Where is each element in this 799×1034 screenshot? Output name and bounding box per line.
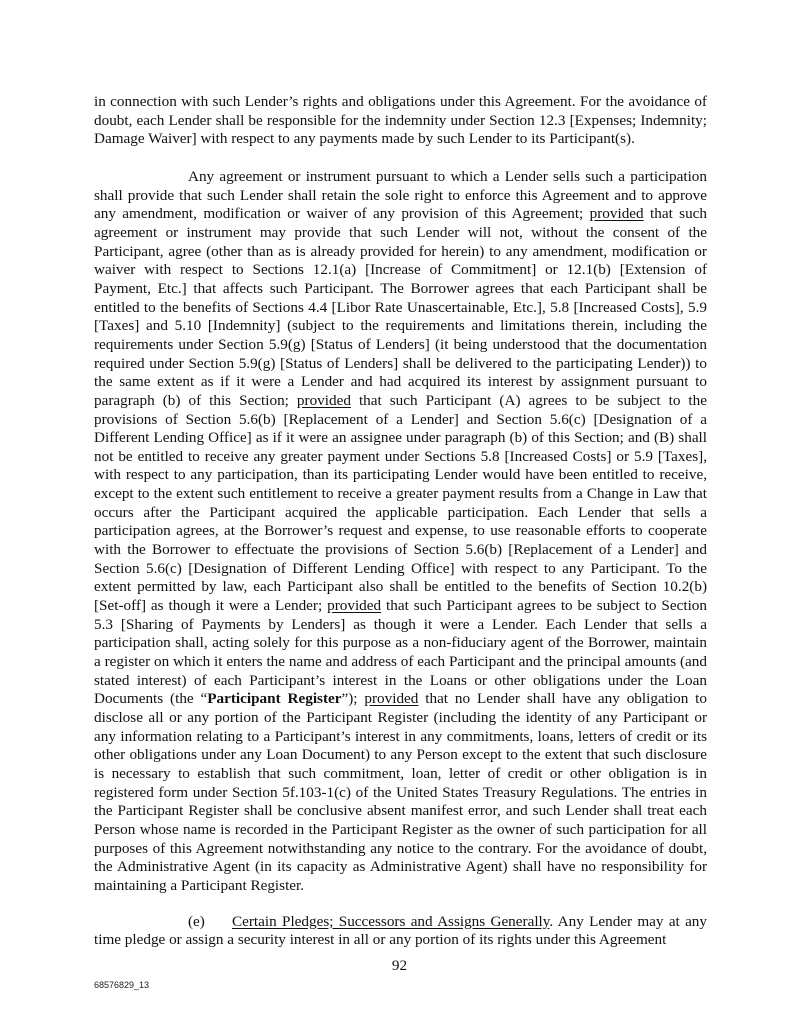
clause-text: . Any Lender may at any time pledge or assign a security interest in all or any portion of its rights under this Agreement bbox=[94, 912, 707, 949]
text-run: that such Participant agrees to be subject to Section 5.3 [Sharing of Payments by Lenders] as though it were a Lender. Each Lender that sells a participation shall, acting solely for this purpose as a non-fiduciary agent of the Borrower, maintain a register on which it enters the name and address of each Participant and the principal amounts (and stated interest) of each Participant’s interest in the Loans or other obligations under the Loan Documents (the “ bbox=[94, 597, 707, 708]
document-id: 68576829_13 bbox=[94, 980, 150, 990]
paragraph-participation-agreement bbox=[94, 168, 707, 896]
provided-term: provided bbox=[296, 391, 351, 409]
provided-term: provided bbox=[327, 597, 382, 615]
clause-heading: Certain Pledges; Successors and Assigns Generally bbox=[232, 912, 550, 930]
text-run: ”); bbox=[341, 690, 365, 708]
paragraph-text: in connection with such Lender’s rights and obligations under this Agreement. For the avoidance of doubt, each Lender shall be responsible for the indemnity under Section 12.3 [Expenses; Indemnity; Damage Waiver] with respect to any payments made by such Lender to its Participant(s). bbox=[94, 93, 707, 148]
paragraph-certain-pledges bbox=[94, 913, 707, 950]
text-run: that such agreement or instrument may provide that such Lender will not, without the consent of the Participant, agree (other than as is already provided for herein) to any amendment, modification or waiver with respect to Sections 12.1(a) [Increase of Commitment] or 12.1(b) [Extension of Payment, Etc.] that affects such Participant. The Borrower agrees that each Participant shall be entitled to the benefits of Sections 4.4 [Libor Rate Unascertainable, Etc.], 5.8 [Increased Costs], 5.9 [Taxes] and 5.10 [Indemnity] (subject to the requirements and limitations therein, including the requirements under Section 5.9(g) [Status of Lenders] (it being understood that the documentation required under Section 5.9(g) [Status of Lenders] shall be delivered to the participating Lender)) to the same extent as if it were a Lender and had acquired its interest by assignment pursuant to paragraph (b) of this Section; bbox=[94, 205, 707, 409]
text-run: that such Participant (A) agrees to be subject to the provisions of Section 5.6(b) [Replacement of a Lender] and Section 5.6(c) [Designation of a Different Lending Office] as if it were an assignee under paragraph (b) of this Section; and (B) shall not be entitled to receive any greater payment under Sections 5.8 [Increased Costs] or 5.9 [Taxes], with respect to any participation, than its participating Lender would have been entitled to receive, except to the extent such entitlement to receive a greater payment results from a Change in Law that occurs after the Participant acquired the applicable participation. Each Lender that sells a participation agrees, at the Borrower’s request and expense, to use reasonable efforts to cooperate with the Borrower to effectuate the provisions of Section 5.6(b) [Replacement of a Lender] and Section 5.6(c) [Designation of Different Lending Office] with respect to any Participant. To the extent permitted by law, each Participant also shall be entitled to the benefits of Section 10.2(b) [Set-off] as though it were a Lender; bbox=[94, 391, 707, 615]
document-body bbox=[94, 93, 707, 950]
page-number: 92 bbox=[391, 957, 408, 974]
clause-label: (e) bbox=[188, 912, 205, 930]
paragraph-continuation bbox=[94, 93, 707, 149]
provided-term: provided bbox=[589, 205, 644, 223]
text-run: Any agreement or instrument pursuant to which a Lender sells such a participation shall provide that such Lender shall retain the sole right to enforce this Agreement and to approve any amendment, modification or waiver of any provision of this Agreement; bbox=[94, 167, 707, 223]
defined-term-participant-register: Participant Register bbox=[207, 690, 342, 708]
provided-term: provided bbox=[364, 690, 419, 708]
text-run: that no Lender shall have any obligation to disclose all or any portion of the Participant Register (including the identity of any Participant or any information relating to a Participant’s interest in any commitments, loans, letters of credit or its other obligations under any Loan Document) to any Person except to the extent that such disclosure is necessary to establish that such commitment, loan, letter of credit or other obligation is in registered form under Section 5f.103-1(c) of the United States Treasury Regulations. The entries in the Participant Register shall be conclusive absent manifest error, and such Lender shall treat each Person whose name is recorded in the Participant Register as the owner of such participation for all purposes of this Agreement notwithstanding any notice to the contrary. For the avoidance of doubt, the Administrative Agent (in its capacity as Administrative Agent) shall have no responsibility for maintaining a Participant Register. bbox=[94, 690, 707, 894]
